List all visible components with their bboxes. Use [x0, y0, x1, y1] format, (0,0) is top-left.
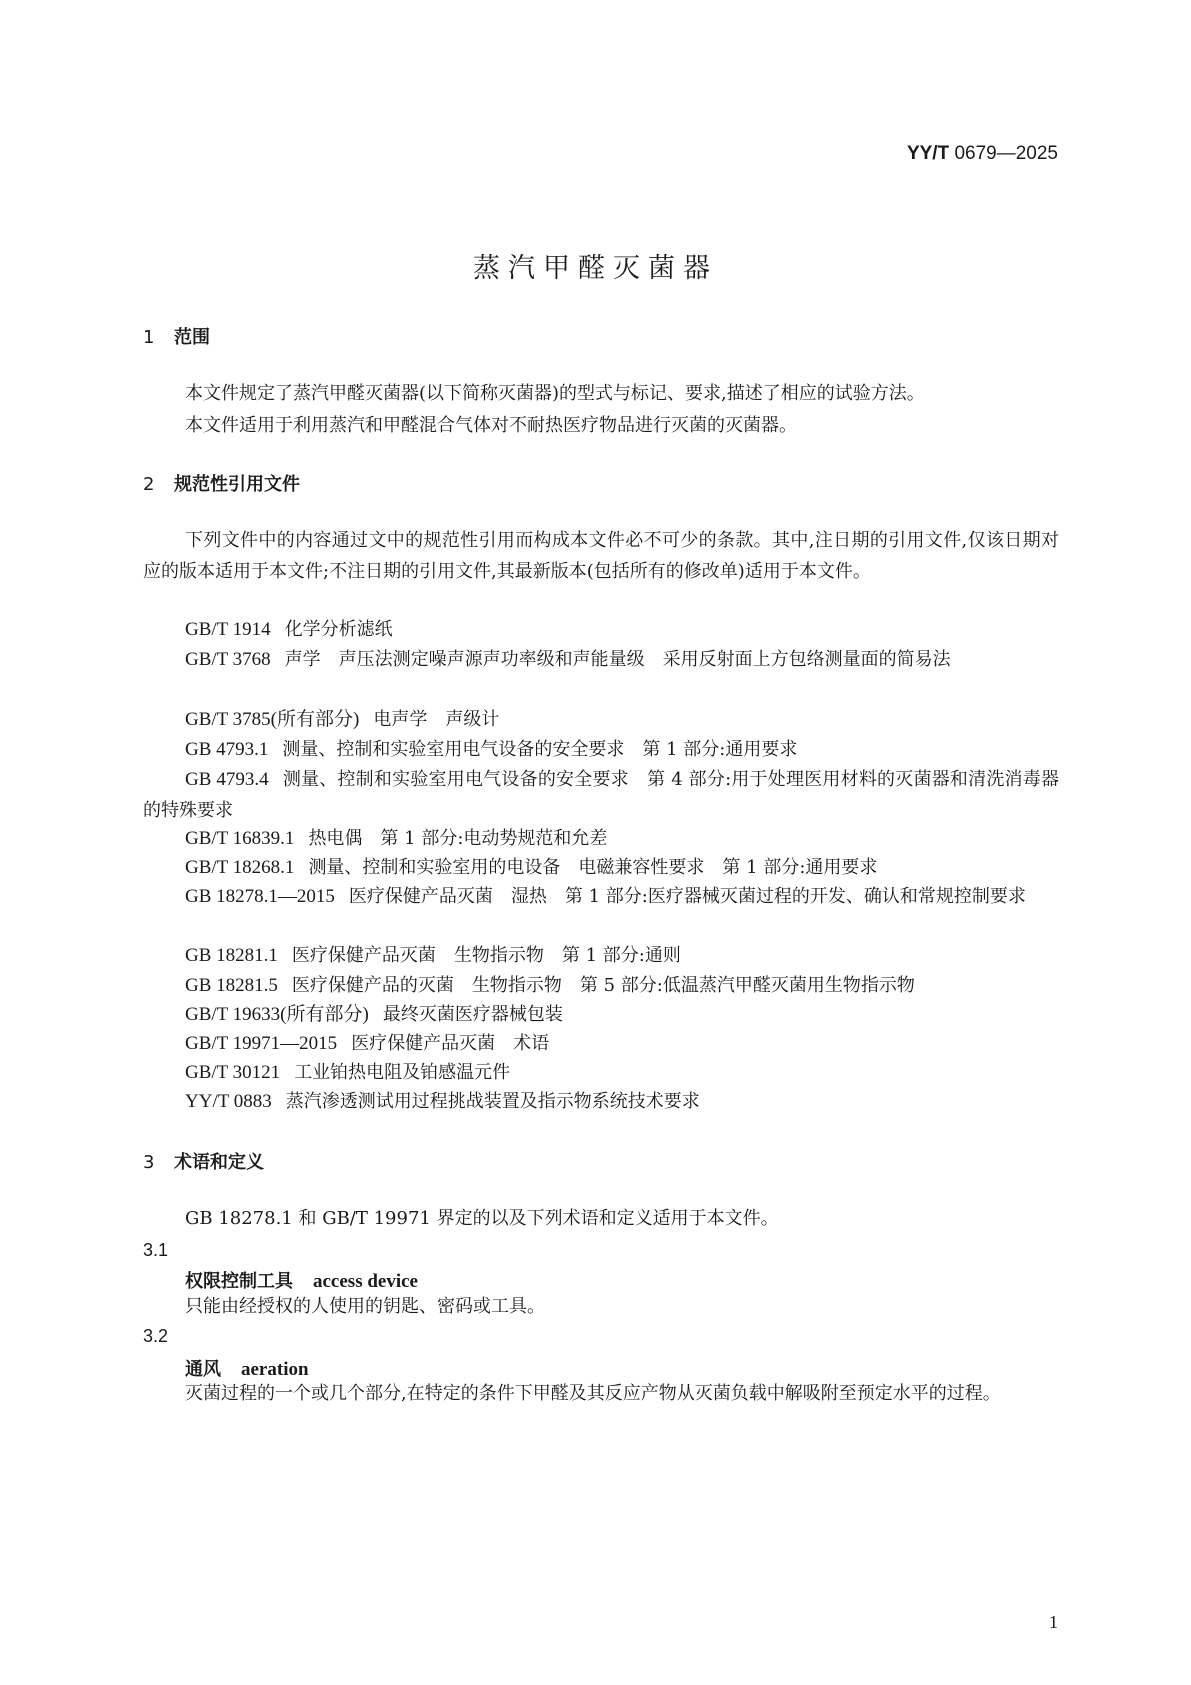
standard-number: 0679—2025	[954, 143, 1058, 164]
reference-item	[143, 881, 1059, 912]
reference-title: 测量、控制和实验室用电气设备的安全要求 第 1 部分:通用要求	[282, 739, 798, 760]
reference-code: GB/T 3768	[185, 649, 271, 670]
reference-code: GB 18281.1	[185, 945, 278, 966]
reference-item	[143, 1086, 1059, 1117]
reference-item	[143, 940, 1059, 971]
reference-code: YY/T 0883	[185, 1091, 272, 1112]
reference-title: 最终灭菌医疗器械包装	[382, 1004, 563, 1025]
reference-item	[143, 644, 1059, 675]
term-definition: 灭菌过程的一个或几个部分,在特定的条件下甲醛及其反应产物从灭菌负载中解吸附至预定水平的过程。	[185, 1383, 1001, 1404]
scope-paragraph: 本文件规定了蒸汽甲醛灭菌器(以下简称灭菌器)的型式与标记、要求,描述了相应的试验方法。	[185, 383, 925, 404]
reference-item	[143, 1028, 1059, 1059]
terms-intro: GB 18278.1 和 GB/T 19971 界定的以及下列术语和定义适用于本文件。	[185, 1208, 779, 1229]
reference-code: GB/T 19971—2015	[185, 1033, 338, 1054]
section-number: 3	[143, 1152, 155, 1173]
reference-item	[143, 734, 1059, 765]
reference-code: GB/T 18268.1	[185, 857, 295, 878]
reference-code: GB/T 30121	[185, 1062, 281, 1083]
reference-title: 电声学 声级计	[373, 709, 500, 730]
reference-item	[143, 823, 1059, 854]
normative-intro: 下列文件中的内容通过文中的规范性引用而构成本文件必不可少的条款。其中,注日期的引用文件,仅该日期对应的版本适用于本文件;不注日期的引用文件,其最新版本(包括所有的修改单)适用于本文件。	[143, 530, 1059, 582]
term-en: access device	[313, 1271, 418, 1292]
reference-item	[143, 970, 1059, 1001]
section-heading-normative	[143, 470, 300, 496]
document-header	[0, 143, 1058, 165]
reference-code: GB/T 19633(所有部分)	[185, 1004, 369, 1025]
reference-code: GB/T 1914	[185, 619, 271, 640]
reference-title: 医疗保健产品灭菌 术语	[351, 1033, 550, 1054]
reference-title: 测量、控制和实验室用的电设备 电磁兼容性要求 第 1 部分:通用要求	[308, 857, 878, 878]
section-number: 1	[143, 327, 155, 348]
reference-title: 热电偶 第 1 部分:电动势规范和允差	[308, 828, 608, 849]
page-number: 1	[1049, 1612, 1058, 1632]
term-en: aeration	[241, 1359, 309, 1380]
term-number: 3.1	[143, 1240, 169, 1260]
reference-title: 医疗保健产品的灭菌 生物指示物 第 5 部分:低温蒸汽甲醛灭菌用生物指示物	[291, 975, 915, 996]
term-zh: 通风	[185, 1359, 221, 1380]
reference-title: 医疗保健产品灭菌 湿热 第 1 部分:医疗器械灭菌过程的开发、确认和常规控制要求	[348, 886, 1026, 907]
reference-code: GB 4793.1	[185, 739, 269, 760]
reference-title: 医疗保健产品灭菌 生物指示物 第 1 部分:通则	[291, 945, 681, 966]
reference-title: 声学 声压法测定噪声源声功率级和声能量级 采用反射面上方包络测量面的简易法	[284, 649, 951, 670]
reference-item	[143, 1057, 1059, 1088]
standard-prefix: YY/T	[906, 143, 950, 164]
reference-code: GB 4793.4	[185, 769, 269, 790]
reference-title: 蒸汽渗透测试用过程挑战装置及指示物系统技术要求	[285, 1091, 700, 1112]
scope-paragraph: 本文件适用于利用蒸汽和甲醛混合气体对不耐热医疗物品进行灭菌的灭菌器。	[185, 415, 797, 436]
section-title: 范围	[174, 327, 210, 348]
page-title: 蒸汽甲醛灭菌器	[473, 253, 718, 284]
reference-item	[143, 999, 1059, 1030]
reference-title: 测量、控制和实验室用电气设备的安全要求 第 4 部分:用于处理医用材料的灭菌器和清洗消毒器的特殊要求	[143, 769, 1059, 821]
term-zh: 权限控制工具	[185, 1271, 293, 1292]
reference-item	[143, 704, 1059, 735]
term-definition: 只能由经授权的人使用的钥匙、密码或工具。	[185, 1296, 545, 1317]
reference-code: GB/T 3785(所有部分)	[185, 709, 360, 730]
reference-title: 化学分析滤纸	[284, 619, 393, 640]
reference-item	[143, 614, 1059, 645]
reference-item	[143, 852, 1059, 883]
reference-title: 工业铂热电阻及铂感温元件	[294, 1062, 511, 1083]
reference-code: GB/T 16839.1	[185, 828, 295, 849]
section-heading-terms	[143, 1148, 264, 1174]
section-title: 术语和定义	[174, 1152, 264, 1173]
reference-code: GB 18278.1—2015	[185, 886, 335, 907]
section-heading-scope	[143, 323, 210, 349]
term-number: 3.2	[143, 1326, 169, 1346]
section-title: 规范性引用文件	[174, 474, 300, 495]
term-title	[185, 1267, 418, 1293]
reference-item	[143, 764, 1059, 826]
reference-code: GB 18281.5	[185, 975, 278, 996]
section-number: 2	[143, 474, 155, 495]
